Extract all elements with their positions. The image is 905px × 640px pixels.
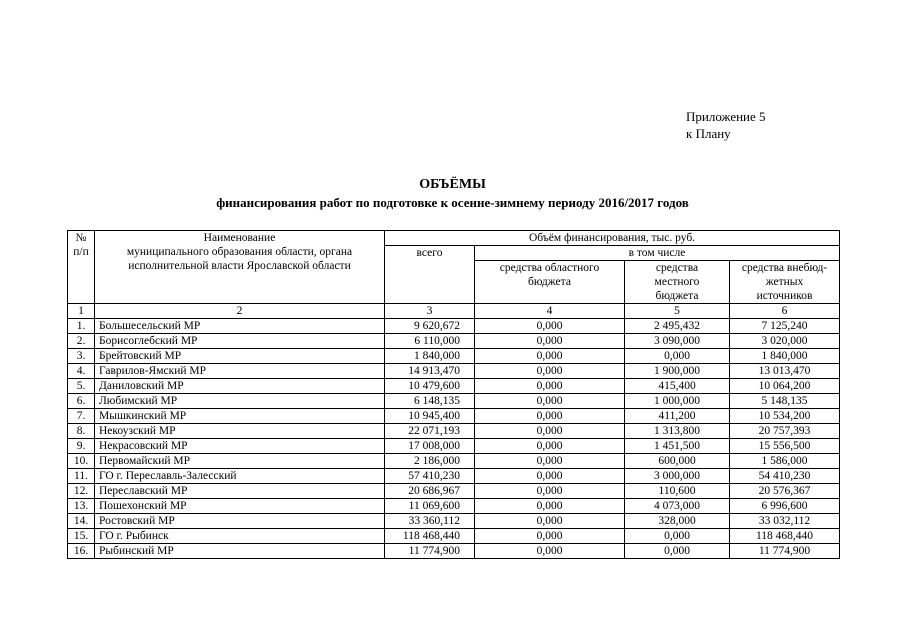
regional-value: 0,000 [475, 379, 625, 394]
total-value: 10 479,600 [385, 379, 475, 394]
extrabudget-value: 33 032,112 [730, 514, 840, 529]
col-number-1: 1 [68, 304, 95, 319]
table-row [68, 469, 840, 484]
extrabudget-value: 20 757,393 [730, 424, 840, 439]
local-value: 415,400 [625, 379, 730, 394]
row-number: 9. [68, 439, 95, 454]
total-value: 9 620,672 [385, 319, 475, 334]
regional-value: 0,000 [475, 454, 625, 469]
table-row [68, 334, 840, 349]
local-value: 0,000 [625, 349, 730, 364]
municipality-name: Пошехонский МР [95, 499, 385, 514]
municipality-name: Некоузский МР [95, 424, 385, 439]
local-value: 1 900,000 [625, 364, 730, 379]
col-number-4: 4 [475, 304, 625, 319]
local-value: 1 451,500 [625, 439, 730, 454]
regional-value: 0,000 [475, 514, 625, 529]
row-number: 11. [68, 469, 95, 484]
municipality-name: ГО г. Рыбинск [95, 529, 385, 544]
local-value: 3 000,000 [625, 469, 730, 484]
local-value: 600,000 [625, 454, 730, 469]
appendix-line-1: Приложение 5 [686, 109, 766, 124]
local-value: 2 495,432 [625, 319, 730, 334]
extrabudget-value: 54 410,230 [730, 469, 840, 484]
table-row [68, 409, 840, 424]
appendix-label [686, 108, 766, 142]
municipality-name: ГО г. Переславль-Залесский [95, 469, 385, 484]
municipality-name: Первомайский МР [95, 454, 385, 469]
header-including: в том числе [475, 246, 840, 261]
header-regional: средства областного бюджета [475, 261, 625, 304]
total-value: 11 774,900 [385, 544, 475, 559]
table-row [68, 364, 840, 379]
regional-value: 0,000 [475, 349, 625, 364]
municipality-name: Любимский МР [95, 394, 385, 409]
municipality-name: Переславский МР [95, 484, 385, 499]
header-num: № п/п [68, 231, 95, 304]
municipality-name: Брейтовский МР [95, 349, 385, 364]
header-name: Наименование муниципального образования области, органа исполнительной власти Ярославской области [95, 231, 385, 304]
row-number: 15. [68, 529, 95, 544]
local-value: 328,000 [625, 514, 730, 529]
row-number: 2. [68, 334, 95, 349]
extrabudget-value: 7 125,240 [730, 319, 840, 334]
extrabudget-value: 118 468,440 [730, 529, 840, 544]
regional-value: 0,000 [475, 469, 625, 484]
table-row [68, 379, 840, 394]
table-row [68, 484, 840, 499]
regional-value: 0,000 [475, 439, 625, 454]
row-number: 14. [68, 514, 95, 529]
local-value: 3 090,000 [625, 334, 730, 349]
regional-value: 0,000 [475, 364, 625, 379]
extrabudget-value: 13 013,470 [730, 364, 840, 379]
municipality-name: Мышкинский МР [95, 409, 385, 424]
document-title: ОБЪЁМЫ [419, 177, 486, 192]
row-number: 7. [68, 409, 95, 424]
financing-table [67, 230, 840, 559]
row-number: 5. [68, 379, 95, 394]
extrabudget-value: 15 556,500 [730, 439, 840, 454]
table-row [68, 439, 840, 454]
table-row [68, 454, 840, 469]
table-row [68, 424, 840, 439]
table-row [68, 499, 840, 514]
extrabudget-value: 10 534,200 [730, 409, 840, 424]
table-row [68, 544, 840, 559]
extrabudget-value: 20 576,367 [730, 484, 840, 499]
regional-value: 0,000 [475, 529, 625, 544]
row-number: 3. [68, 349, 95, 364]
appendix-line-2: к Плану [686, 126, 731, 141]
col-number-6: 6 [730, 304, 840, 319]
total-value: 57 410,230 [385, 469, 475, 484]
local-value: 1 000,000 [625, 394, 730, 409]
regional-value: 0,000 [475, 394, 625, 409]
column-number-row [68, 304, 840, 319]
col-number-3: 3 [385, 304, 475, 319]
col-number-2: 2 [95, 304, 385, 319]
municipality-name: Гаврилов-Ямский МР [95, 364, 385, 379]
row-number: 16. [68, 544, 95, 559]
total-value: 1 840,000 [385, 349, 475, 364]
municipality-name: Рыбинский МР [95, 544, 385, 559]
total-value: 20 686,967 [385, 484, 475, 499]
row-number: 4. [68, 364, 95, 379]
extrabudget-value: 1 586,000 [730, 454, 840, 469]
local-value: 1 313,800 [625, 424, 730, 439]
header-local: средства местного бюджета [625, 261, 730, 304]
row-number: 8. [68, 424, 95, 439]
row-number: 6. [68, 394, 95, 409]
regional-value: 0,000 [475, 499, 625, 514]
table-row [68, 529, 840, 544]
regional-value: 0,000 [475, 484, 625, 499]
regional-value: 0,000 [475, 544, 625, 559]
row-number: 1. [68, 319, 95, 334]
col-number-5: 5 [625, 304, 730, 319]
row-number: 10. [68, 454, 95, 469]
table-row [68, 394, 840, 409]
table-body [68, 319, 840, 559]
municipality-name: Некрасовский МР [95, 439, 385, 454]
local-value: 0,000 [625, 529, 730, 544]
municipality-name: Ростовский МР [95, 514, 385, 529]
row-number: 12. [68, 484, 95, 499]
regional-value: 0,000 [475, 334, 625, 349]
document-subtitle: финансирования работ по подготовке к осенне-зимнему периоду 2016/2017 годов [216, 195, 689, 210]
total-value: 2 186,000 [385, 454, 475, 469]
row-number: 13. [68, 499, 95, 514]
extrabudget-value: 11 774,900 [730, 544, 840, 559]
regional-value: 0,000 [475, 319, 625, 334]
extrabudget-value: 5 148,135 [730, 394, 840, 409]
header-extrabudget: средства внебюд-жетных источников [730, 261, 840, 304]
total-value: 11 069,600 [385, 499, 475, 514]
total-value: 17 008,000 [385, 439, 475, 454]
total-value: 22 071,193 [385, 424, 475, 439]
table-row [68, 319, 840, 334]
municipality-name: Борисоглебский МР [95, 334, 385, 349]
table-row [68, 514, 840, 529]
municipality-name: Большесельский МР [95, 319, 385, 334]
total-value: 118 468,440 [385, 529, 475, 544]
regional-value: 0,000 [475, 424, 625, 439]
municipality-name: Даниловский МР [95, 379, 385, 394]
total-value: 33 360,112 [385, 514, 475, 529]
total-value: 6 148,135 [385, 394, 475, 409]
extrabudget-value: 10 064,200 [730, 379, 840, 394]
extrabudget-value: 3 020,000 [730, 334, 840, 349]
total-value: 14 913,470 [385, 364, 475, 379]
local-value: 4 073,000 [625, 499, 730, 514]
regional-value: 0,000 [475, 409, 625, 424]
extrabudget-value: 6 996,600 [730, 499, 840, 514]
local-value: 411,200 [625, 409, 730, 424]
total-value: 6 110,000 [385, 334, 475, 349]
table-row [68, 349, 840, 364]
total-value: 10 945,400 [385, 409, 475, 424]
header-total: всего [385, 246, 475, 304]
local-value: 0,000 [625, 544, 730, 559]
local-value: 110,600 [625, 484, 730, 499]
extrabudget-value: 1 840,000 [730, 349, 840, 364]
header-volume: Объём финансирования, тыс. руб. [385, 231, 840, 246]
